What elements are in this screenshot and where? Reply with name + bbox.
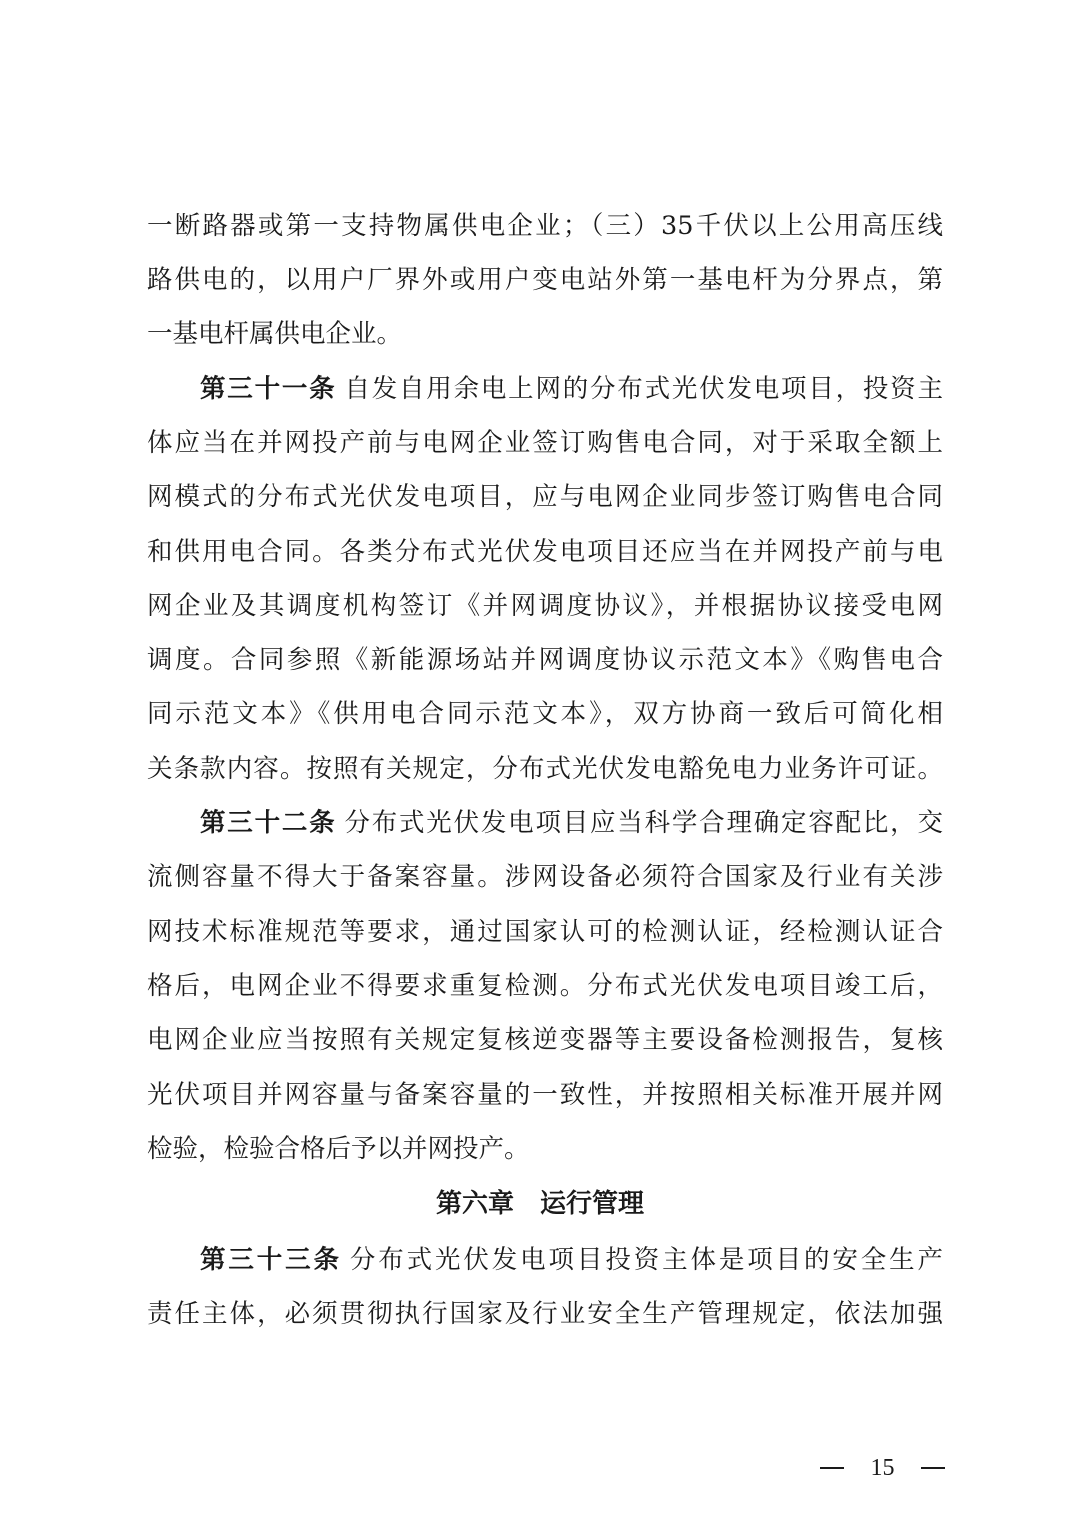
footer-dash-right xyxy=(921,1467,945,1469)
body-text-line: 一基电杆属供电企业。 xyxy=(147,319,403,349)
body-text-line: 责任主体，必须贯彻执行国家及行业安全生产管理规定，依法加强 xyxy=(147,1299,943,1329)
body-text-line: 网模式的分布式光伏发电项目，应与电网企业同步签订购售电合同 xyxy=(147,482,943,512)
body-text-line: 关条款内容。按照有关规定，分布式光伏发电豁免电力业务许可证。 xyxy=(147,754,943,784)
article-32-text: 分布式光伏发电项目应当科学合理确定容配比，交 xyxy=(344,808,943,838)
page-footer xyxy=(820,1448,945,1488)
body-text-line: 光伏项目并网容量与备案容量的一致性，并按照相关标准开展并网 xyxy=(147,1080,943,1110)
article-32-number: 第三十二条 xyxy=(200,808,337,838)
body-text-line: 一断路器或第一支持物属供电企业；（三）35千伏以上公用高压线 xyxy=(147,211,943,241)
body-text-line: 体应当在并网投产前与电网企业签订购售电合同，对于采取全额上 xyxy=(147,428,943,458)
article-33-text: 分布式光伏发电项目投资主体是项目的安全生产 xyxy=(349,1245,943,1275)
chapter-heading xyxy=(0,1184,1080,1224)
article-31-number: 第三十一条 xyxy=(200,374,337,404)
article-32-first-line xyxy=(200,803,943,843)
body-text-line: 网技术标准规范等要求，通过国家认可的检测认证，经检测认证合 xyxy=(147,917,943,947)
body-text-line: 流侧容量不得大于备案容量。涉网设备必须符合国家及行业有关涉 xyxy=(147,862,943,892)
chapter-number: 第六章 xyxy=(435,1189,514,1219)
body-text-line: 电网企业应当按照有关规定复核逆变器等主要设备检测报告，复核 xyxy=(147,1025,943,1055)
body-text-line: 和供用电合同。各类分布式光伏发电项目还应当在并网投产前与电 xyxy=(147,537,943,567)
body-text-line: 调度。合同参照《新能源场站并网调度协议示范文本》《购售电合 xyxy=(147,645,943,675)
body-text-line: 格后，电网企业不得要求重复检测。分布式光伏发电项目竣工后， xyxy=(147,971,943,1001)
article-33-number: 第三十三条 xyxy=(200,1245,342,1275)
footer-dash-left xyxy=(820,1467,844,1469)
body-text-line: 网企业及其调度机构签订《并网调度协议》，并根据协议接受电网 xyxy=(147,591,943,621)
article-31-text: 自发自用余电上网的分布式光伏发电项目，投资主 xyxy=(344,374,943,404)
chapter-title: 运行管理 xyxy=(540,1189,645,1219)
body-text-line: 同示范文本》《供用电合同示范文本》，双方协商一致后可简化相 xyxy=(147,699,943,729)
body-text-line: 检验，检验合格后予以并网投产。 xyxy=(147,1134,530,1164)
article-33-first-line xyxy=(200,1240,943,1280)
page-number: 15 xyxy=(870,1455,895,1481)
body-text-line: 路供电的，以用户厂界外或用户变电站外第一基电杆为分界点，第 xyxy=(147,265,943,295)
article-31-first-line xyxy=(200,369,943,409)
